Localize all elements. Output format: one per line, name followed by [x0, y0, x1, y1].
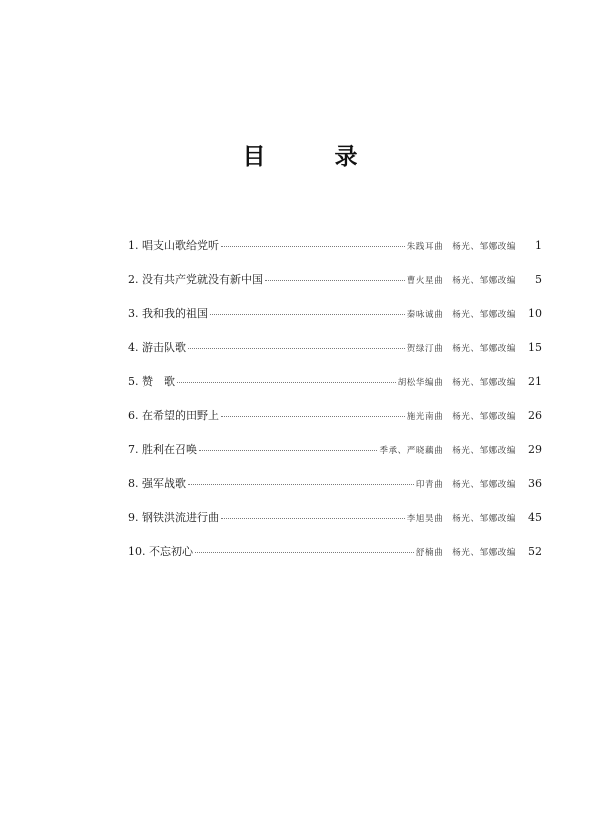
toc-entry-page: 29 [528, 443, 542, 456]
toc-entry-credit: 胡松华编曲 杨光、邹娜改编 [397, 378, 516, 388]
toc-entry-credit: 施光南曲 杨光、邹娜改编 [406, 412, 516, 422]
toc-entry-credit: 印青曲 杨光、邹娜改编 [415, 480, 516, 490]
toc-entry-credit: 贺绿汀曲 杨光、邹娜改编 [406, 344, 516, 354]
toc-entry-title: 6. 在希望的田野上 [128, 409, 219, 422]
dot-leader [221, 416, 405, 417]
toc-entry-credit: 舒楠曲 杨光、邹娜改编 [415, 548, 516, 558]
toc-entry-page: 5 [535, 273, 542, 286]
toc-entry-page: 10 [528, 307, 542, 320]
dot-leader [210, 314, 405, 315]
toc-entry-title: 7. 胜利在召唤 [128, 443, 197, 456]
toc-entry-5[interactable] [128, 372, 542, 406]
toc-entry-2[interactable] [128, 270, 542, 304]
toc-entry-credit: 秦咏诚曲 杨光、邹娜改编 [406, 310, 516, 320]
dot-leader [177, 382, 396, 383]
toc-entry-credit: 李旭昊曲 杨光、邹娜改编 [406, 514, 516, 524]
table-of-contents [128, 236, 542, 576]
toc-entry-page: 21 [528, 375, 542, 388]
toc-entry-credit: 朱践耳曲 杨光、邹娜改编 [406, 242, 516, 252]
toc-entry-7[interactable] [128, 440, 542, 474]
toc-entry-title: 8. 强军战歌 [128, 477, 186, 490]
toc-entry-credit: 曹火星曲 杨光、邹娜改编 [406, 276, 516, 286]
dot-leader [221, 246, 405, 247]
toc-entry-title: 9. 钢铁洪流进行曲 [128, 511, 219, 524]
toc-entry-10[interactable] [128, 542, 542, 576]
toc-entry-title: 3. 我和我的祖国 [128, 307, 208, 320]
toc-entry-page: 26 [528, 409, 542, 422]
toc-entry-page: 52 [528, 545, 542, 558]
dot-leader [188, 348, 405, 349]
toc-entry-page: 15 [528, 341, 542, 354]
toc-entry-page: 45 [528, 511, 542, 524]
toc-entry-9[interactable] [128, 508, 542, 542]
toc-entry-8[interactable] [128, 474, 542, 508]
toc-entry-3[interactable] [128, 304, 542, 338]
dot-leader [221, 518, 405, 519]
toc-entry-title: 5. 赞 歌 [128, 375, 175, 388]
page-title: 目 录 [242, 143, 358, 170]
toc-entry-title: 1. 唱支山歌给党听 [128, 239, 219, 252]
toc-entry-page: 36 [528, 477, 542, 490]
toc-entry-credit: 季承、严晓藕曲 杨光、邹娜改编 [379, 446, 516, 456]
toc-entry-4[interactable] [128, 338, 542, 372]
toc-entry-page: 1 [535, 239, 542, 252]
toc-entry-title: 2. 没有共产党就没有新中国 [128, 273, 263, 286]
toc-entry-title: 10. 不忘初心 [128, 545, 193, 558]
dot-leader [199, 450, 377, 451]
toc-entry-1[interactable] [128, 236, 542, 270]
toc-entry-title: 4. 游击队歌 [128, 341, 186, 354]
dot-leader [195, 552, 414, 553]
dot-leader [265, 280, 405, 281]
toc-entry-6[interactable] [128, 406, 542, 440]
dot-leader [188, 484, 414, 485]
